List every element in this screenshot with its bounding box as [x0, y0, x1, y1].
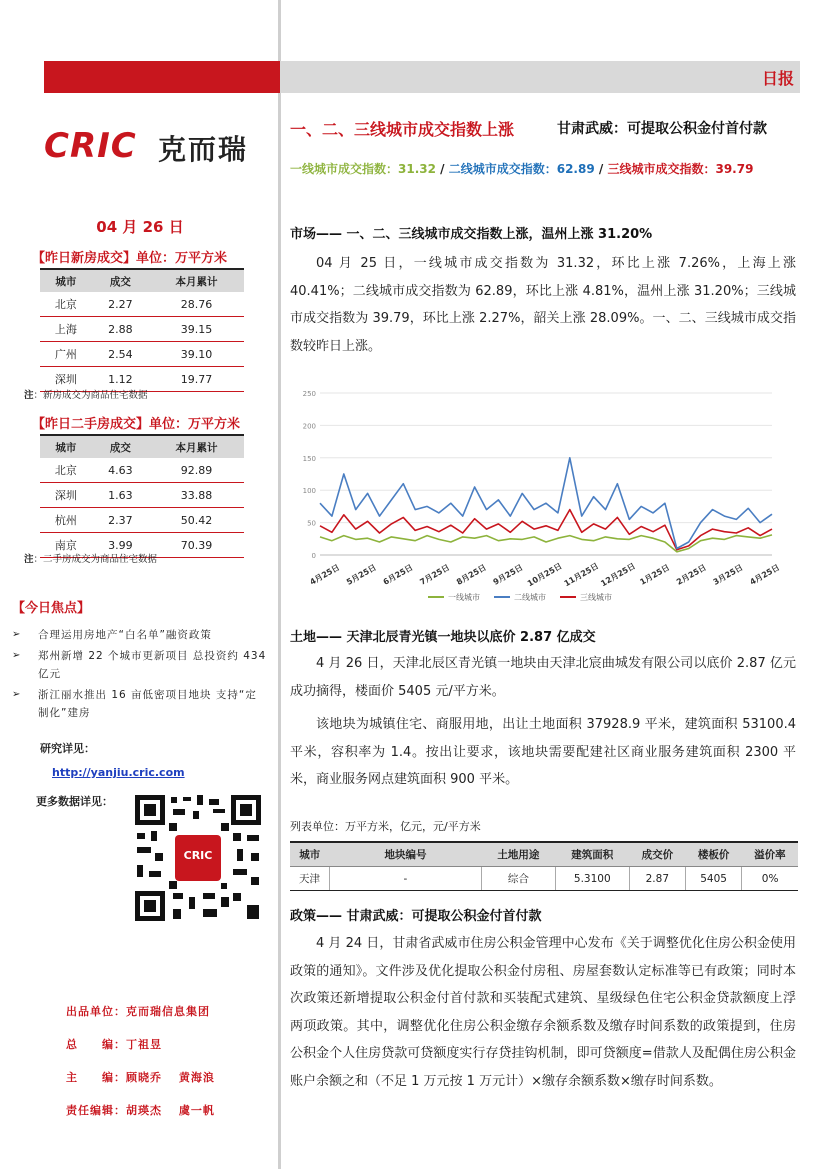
note-label: 注 [24, 390, 34, 401]
x-tick-label: 2月25日 [675, 562, 708, 587]
x-tick-label: 12月25日 [599, 561, 637, 589]
x-tick-label: 11月25日 [562, 561, 601, 589]
new-house-note [24, 387, 148, 401]
second-house-title: 【昨日二手房成交】单位：万平方米 [32, 417, 241, 432]
x-tick-label: 7月25日 [418, 562, 452, 587]
header-band-grey [280, 61, 800, 93]
cell: 19.77 [149, 367, 244, 392]
focus-item-text: 郑州新增 22 个城市更新项目 总投资约 434 亿元 [38, 650, 267, 680]
market-body [290, 250, 796, 360]
table-row [40, 458, 244, 483]
y-tick-label: 0 [311, 552, 316, 560]
cric-logo [44, 126, 276, 166]
table-header: 成交 [92, 269, 149, 292]
tier3-index: 三线城市成交指数：39.79 [607, 162, 754, 176]
index-line [290, 160, 753, 177]
y-tick-label: 100 [302, 487, 316, 496]
cell: 28.76 [149, 292, 244, 317]
table-header: 本月累计 [149, 435, 244, 458]
note-label: 注 [24, 554, 34, 565]
tier1-index: 一线城市成交指数：31.32 [290, 162, 436, 176]
cell: 2.87 [629, 867, 685, 891]
second-house-note [24, 551, 157, 565]
focus-list [8, 626, 268, 725]
cell: 北京 [40, 458, 92, 483]
y-tick-label: 150 [302, 454, 316, 463]
land-unit-note: 列表单位：万平方米，亿元，元/平方米 [290, 820, 481, 833]
policy-paragraph: 4 月 24 日，甘肃省武威市住房公积金管理中心发布《关于调整优化住房公积金使用政策的通知》。文件涉及优化提取公积金付房租、房屋套数认定标准等已有政策；同时本次政策还新增提取公积金付首付款和买装配式建筑、星级绿色住宅公积金贷款额度上浮两项政策。其中，调整优化住房公积金缴存余额系数及缴存时间系数的政策提到，住房公积金个人住房贷款可贷额度实行存贷挂钩机制，即可贷额度=借款人及配偶住房公积金账户余额之和（不足 1 万元按 1 万元计）×缴存余额系数×缴存时间系数。 [290, 936, 796, 1089]
cell: 5.3100 [555, 867, 629, 891]
tier2-index: 二线城市成交指数：62.89 [448, 162, 595, 176]
research-link[interactable]: http://yanjiu.cric.com [52, 766, 185, 779]
cell: 杭州 [40, 508, 92, 533]
new-house-table [40, 268, 244, 392]
table-row [40, 483, 244, 508]
cell: 70.39 [149, 533, 244, 558]
arrow-bullet-icon: ➢ [12, 650, 22, 661]
cell: 0% [742, 867, 798, 891]
series-line [320, 458, 772, 549]
headline: 一、二、三线城市成交指数上涨 [290, 120, 515, 139]
land-heading: 土地—— 天津北辰青光镇一地块以底价 2.87 亿成交 [290, 630, 596, 645]
logo-text: CRIC [44, 126, 137, 166]
cell: 2.54 [92, 342, 149, 367]
x-tick-label: 10月25日 [525, 561, 564, 589]
market-paragraph: 04 月 25 日，一线城市成交指数为 31.32，环比上涨 7.26%，上海上涨 40.41%；二线城市成交指数为 62.89，环比上涨 4.81%，温州上涨 31.20%；三线城市成交指数为 39.79，环比上涨 2.27%，韶关上涨 28.09%。一、二、三线城市成交指数较昨日上涨。 [290, 256, 796, 354]
land-paragraph: 4 月 26 日，天津北辰区青光镇一地块由天津北宸曲城发有限公司以底价 2.87 亿元成功摘得，楼面价 5405 元/平方米。 [290, 656, 796, 699]
series-line [320, 510, 772, 550]
cell: 天津 [290, 867, 329, 891]
focus-item [8, 626, 268, 644]
cell: - [329, 867, 481, 891]
x-tick-label: 8月25日 [455, 562, 488, 587]
table-header: 成交 [92, 435, 149, 458]
cell: 1.63 [92, 483, 149, 508]
land-paragraph: 该地块为城镇住宅、商服用地，出让土地面积 37928.9 平米，建筑面积 53100.4 平米，容积率为 1.4。按出让要求，该地块需要配建社区商业服务建筑面积 2300 平米，商业服务网点建筑面积 900 平米。 [290, 717, 796, 787]
credits [66, 995, 215, 1127]
arrow-bullet-icon: ➢ [12, 689, 22, 700]
table-header: 地块编号 [329, 842, 481, 867]
cell: 92.89 [149, 458, 244, 483]
cell: 2.37 [92, 508, 149, 533]
table-header: 建筑面积 [555, 842, 629, 867]
new-house-title: 【昨日新房成交】单位：万平方米 [32, 251, 228, 266]
logo-cn-text: 克而瑞 [158, 133, 249, 166]
table-header: 成交价 [629, 842, 685, 867]
qr-code-icon [133, 793, 263, 923]
cell: 39.10 [149, 342, 244, 367]
focus-title: 【今日焦点】 [12, 601, 91, 616]
y-tick-label: 250 [302, 390, 316, 398]
focus-item-text: 合理运用房地产“白名单”融资政策 [38, 629, 212, 641]
table-header: 楼板价 [685, 842, 741, 867]
focus-item-text: 浙江丽水推出 16 亩低密项目地块 支持“定制化”建房 [38, 689, 257, 719]
daily-label: 日报 [761, 69, 794, 88]
cell: 4.63 [92, 458, 149, 483]
index-line-chart [290, 387, 796, 607]
policy-body [290, 930, 796, 1095]
x-tick-label: 6月25日 [381, 562, 415, 587]
table-header: 城市 [290, 842, 329, 867]
cell: 3.99 [92, 533, 149, 558]
index-separator: / [598, 162, 604, 176]
policy-heading: 政策—— 甘肃武威：可提取公积金付首付款 [290, 909, 542, 924]
report-date: 04 月 26 日 [96, 218, 184, 236]
cell: 5405 [685, 867, 741, 891]
y-tick-label: 200 [302, 422, 316, 431]
y-tick-label: 50 [307, 519, 316, 528]
series-line [320, 535, 772, 552]
note-text: ：二手房成交为商品住宅数据 [33, 554, 158, 565]
legend-label: 二线城市 [514, 593, 546, 602]
second-house-table [40, 434, 244, 558]
table-header: 土地用途 [481, 842, 555, 867]
focus-item [8, 686, 268, 722]
header-band-red [44, 61, 280, 93]
cell: 北京 [40, 292, 92, 317]
table-row [40, 508, 244, 533]
x-tick-label: 5月25日 [345, 562, 378, 587]
cell: 1.12 [92, 367, 149, 392]
note-text: ：新房成交为商品住宅数据 [33, 390, 148, 401]
legend-label: 一线城市 [448, 593, 480, 602]
x-tick-label: 4月25日 [748, 562, 782, 587]
more-data-label: 更多数据详见： [36, 795, 113, 808]
land-body [290, 650, 796, 794]
focus-item [8, 647, 268, 683]
table-row [40, 342, 244, 367]
cell: 39.15 [149, 317, 244, 342]
table-row [40, 292, 244, 317]
x-tick-label: 3月25日 [711, 562, 745, 587]
table-row [290, 867, 798, 891]
credit-line: 出品单位：克而瑞信息集团 [66, 1005, 210, 1018]
cell: 50.42 [149, 508, 244, 533]
cell: 上海 [40, 317, 92, 342]
land-table [290, 841, 798, 891]
index-separator: / [440, 162, 445, 176]
table-header: 城市 [40, 435, 92, 458]
column-divider [278, 0, 281, 1169]
legend-label: 三线城市 [580, 593, 612, 602]
x-tick-label: 1月25日 [638, 562, 672, 587]
table-header: 溢价率 [742, 842, 798, 867]
cell: 南京 [40, 533, 92, 558]
table-header: 本月累计 [149, 269, 244, 292]
x-tick-label: 4月25日 [308, 562, 342, 587]
credit-line: 责任编辑：胡瑛杰 虞一帆 [66, 1104, 215, 1117]
arrow-bullet-icon: ➢ [12, 629, 22, 640]
market-heading: 市场—— 一、二、三线城市成交指数上涨，温州上涨 31.20% [290, 227, 653, 242]
cell: 2.88 [92, 317, 149, 342]
cell: 综合 [481, 867, 555, 891]
cell: 深圳 [40, 367, 92, 392]
cell: 2.27 [92, 292, 149, 317]
svg-text:CRIC: CRIC [183, 849, 213, 862]
cell: 深圳 [40, 483, 92, 508]
cell: 33.88 [149, 483, 244, 508]
research-label: 研究详见： [40, 742, 95, 755]
table-row [40, 317, 244, 342]
table-header: 城市 [40, 269, 92, 292]
credit-line: 总 编：丁祖昱 [66, 1038, 162, 1051]
headline-secondary: 甘肃武威：可提取公积金付首付款 [557, 121, 767, 137]
credit-line: 主 编：顾晓乔 黄海浪 [66, 1071, 215, 1084]
cell: 广州 [40, 342, 92, 367]
x-tick-label: 9月25日 [491, 562, 525, 587]
